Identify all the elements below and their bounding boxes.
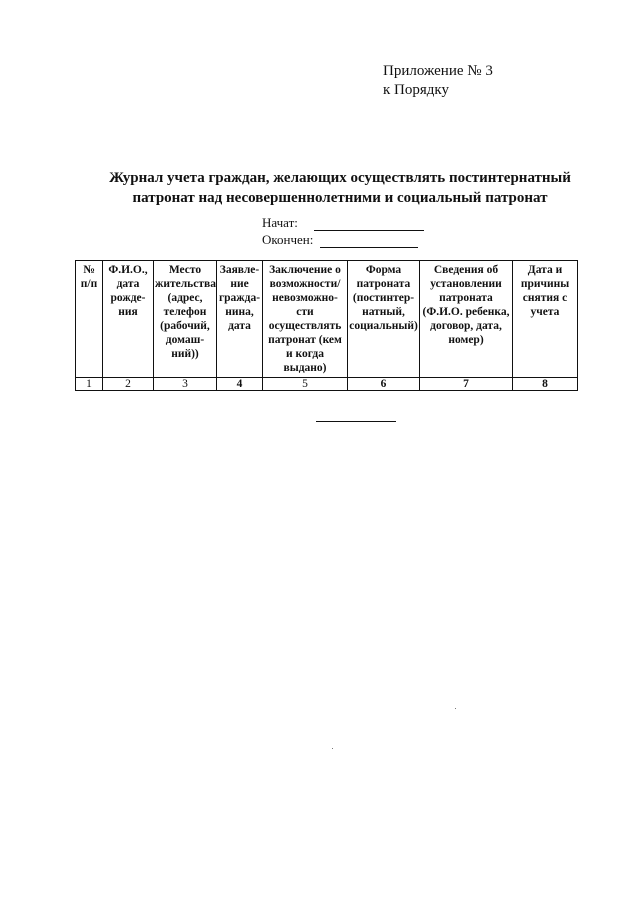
scan-speck <box>332 748 333 749</box>
column-number-7: 7 <box>420 378 513 391</box>
header-patronage-form: Форма патроната (постинтер- натный, социальный) <box>348 261 420 378</box>
header-residence: Место жительства (адрес, телефон (рабочий, домаш- ний)) <box>154 261 217 378</box>
title-line-1: Журнал учета граждан, желающих осуществлять постинтернатный <box>109 170 571 186</box>
ended-blank-line <box>320 235 418 248</box>
started-blank-line <box>314 218 424 231</box>
column-number-4: 4 <box>217 378 263 391</box>
annex-number: Приложение № 3 <box>383 63 493 79</box>
header-full-name: Ф.И.О., дата рожде- ния <box>103 261 154 378</box>
ended-row <box>262 231 424 248</box>
document-title <box>60 168 620 208</box>
column-number-5: 5 <box>263 378 348 391</box>
column-number-6: 6 <box>348 378 420 391</box>
ended-label: Окончен: <box>262 232 314 247</box>
header-patronage-details: Сведения об установлении патроната (Ф.И.О. ребенка, договор, дата, номер) <box>420 261 513 378</box>
journal-dates <box>262 214 424 248</box>
header-removal: Дата и причины снятия с учета <box>513 261 578 378</box>
annex-reference <box>383 62 493 100</box>
started-label: Начат: <box>262 215 298 230</box>
header-application: Заявле- ние гражда- нина, дата <box>217 261 263 378</box>
table-row <box>76 378 578 391</box>
annex-order: к Порядку <box>383 82 449 98</box>
title-line-2: патронат над несовершеннолетними и социальный патронат <box>132 190 548 206</box>
column-number-3: 3 <box>154 378 217 391</box>
started-row <box>262 214 424 231</box>
header-number: № п/п <box>76 261 103 378</box>
column-number-8: 8 <box>513 378 578 391</box>
column-number-1: 1 <box>76 378 103 391</box>
column-number-2: 2 <box>103 378 154 391</box>
scan-speck <box>455 708 456 709</box>
table-header-row <box>76 261 578 378</box>
closing-separator-line <box>316 421 396 422</box>
header-conclusion: Заключение о возможности/ невозможно- сти осуществлять патронат (кем и когда выдано) <box>263 261 348 378</box>
journal-table <box>75 260 578 391</box>
